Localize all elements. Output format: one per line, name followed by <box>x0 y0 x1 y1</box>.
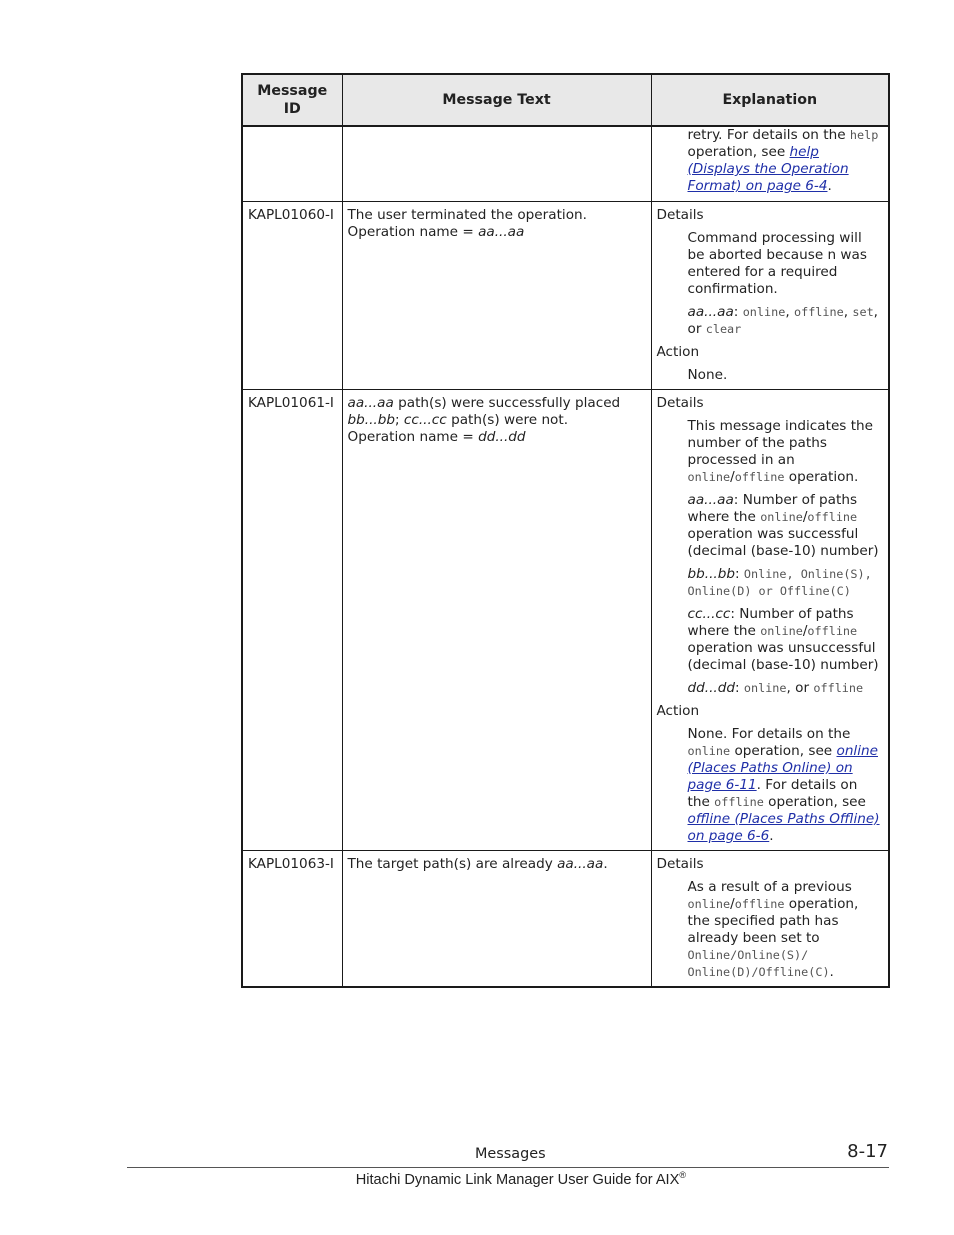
message-text-line: The target path(s) are already aa...aa. <box>347 855 608 872</box>
table-row <box>242 126 889 201</box>
cell-message-text <box>342 850 651 987</box>
cell-message-text <box>342 201 651 389</box>
message-table <box>241 73 890 988</box>
header-message-id: Message ID <box>242 74 342 126</box>
registered-mark: ® <box>679 1170 686 1180</box>
cell-message-text <box>342 126 651 201</box>
cell-message-id: KAPL01063-I <box>242 850 342 987</box>
cell-explanation <box>651 201 889 389</box>
link-offline[interactable]: offline (Places Paths Offline) on page 6-6 <box>687 810 880 844</box>
cell-message-text <box>342 389 651 850</box>
details-paragraph: Command processing will be aborted because n was entered for a required confirmation. <box>687 229 867 297</box>
details-paragraph: dd...dd: online, or offline <box>687 679 864 696</box>
cell-explanation <box>651 126 889 201</box>
details-label: Details <box>656 206 704 223</box>
cell-message-id: KAPL01060-I <box>242 201 342 389</box>
action-paragraph: None. <box>687 366 728 383</box>
cell-explanation <box>651 389 889 850</box>
link-online[interactable]: online (Places Paths Online) on page 6-11 <box>687 742 878 793</box>
details-paragraph: cc...cc: Number of paths where the online/offline operation was unsuccessful (decimal (base-10) number) <box>687 605 879 673</box>
details-label: Details <box>656 855 704 872</box>
details-paragraph: bb...bb: Online, Online(S), Online(D) or Offline(C) <box>687 565 872 598</box>
footer-title: Hitachi Dynamic Link Manager User Guide for AIX® <box>355 1170 686 1188</box>
details-paragraph: aa...aa: online, offline, set, or clear <box>687 303 878 337</box>
cell-message-id: KAPL01061-I <box>242 389 342 850</box>
explanation-paragraph: retry. For details on the help operation, see help (Displays the Operation Format) on page 6-4. <box>687 127 879 194</box>
action-label: Action <box>656 343 700 360</box>
details-label: Details <box>656 394 704 411</box>
table-row <box>242 201 889 389</box>
message-text-line: The user terminated the operation. <box>347 206 587 223</box>
message-text-line: Operation name = aa...aa <box>347 223 525 240</box>
cell-message-id <box>242 126 342 201</box>
table-row <box>242 850 889 987</box>
header-explanation: Explanation <box>651 74 889 126</box>
action-label: Action <box>656 702 700 719</box>
table-row <box>242 389 889 850</box>
message-text-line: Operation name = dd...dd <box>347 428 526 445</box>
message-text-line: aa...aa path(s) were successfully placed bb...bb; cc...cc path(s) were not. <box>347 394 621 428</box>
footer-section: Messages <box>475 1146 546 1162</box>
details-paragraph: aa...aa: Number of paths where the online/offline operation was successful (decimal (base-10) number) <box>687 491 879 559</box>
page-number: 8-17 <box>847 1141 888 1162</box>
footer-divider <box>127 1167 889 1168</box>
link-help[interactable]: help (Displays the Operation Format) on page 6-4 <box>687 144 849 194</box>
details-paragraph: This message indicates the number of the paths processed in an online/offline operation. <box>687 417 874 485</box>
header-message-text: Message Text <box>342 74 651 126</box>
table-header-row <box>242 74 889 126</box>
cell-explanation <box>651 850 889 987</box>
action-paragraph: None. For details on the online operation, see online (Places Paths Online) on page 6-11. For details on the offline operation, see offline (Places Paths Offline) on page 6-6. <box>687 725 880 844</box>
details-paragraph: As a result of a previous online/offline operation, the specified path has already been set to Online/Online(S)/ Online(D)/Offline(C). <box>687 878 859 980</box>
code-help: help <box>849 128 879 142</box>
